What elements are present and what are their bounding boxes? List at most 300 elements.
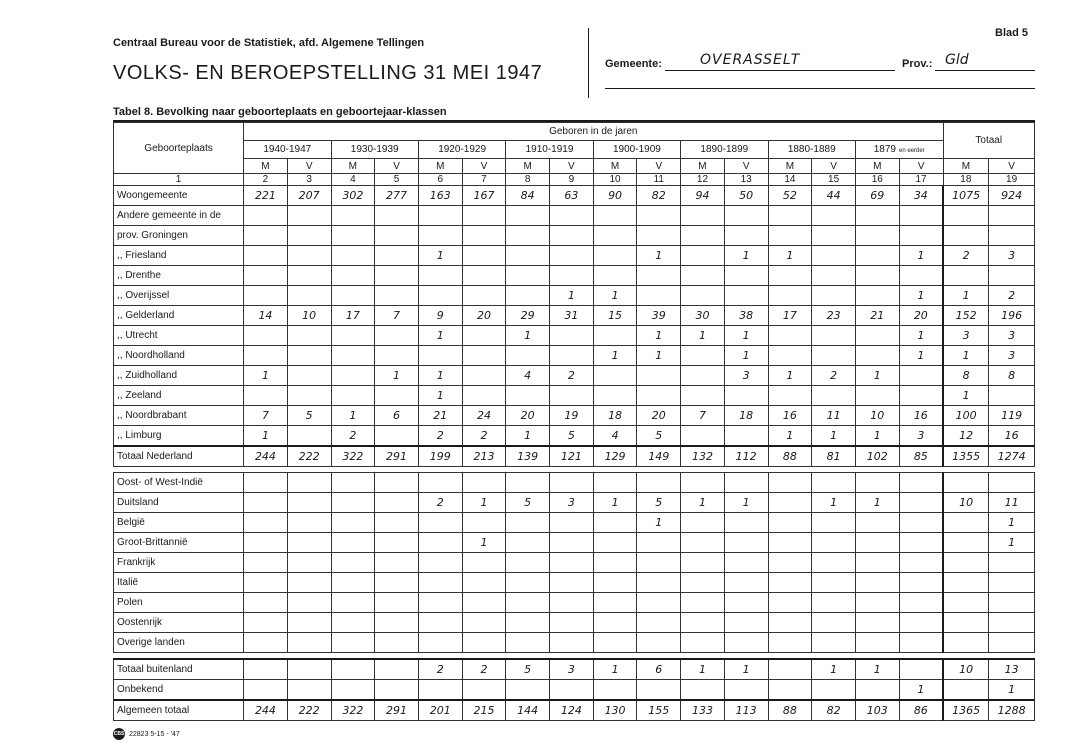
count-cell <box>855 386 899 406</box>
count-cell: 1 <box>681 493 725 513</box>
count-cell: 1 <box>637 346 681 366</box>
count-cell: 1 <box>812 493 856 513</box>
column-number: 13 <box>724 174 768 186</box>
count-cell <box>287 426 331 447</box>
count-cell: 5 <box>637 426 681 447</box>
count-cell: 139 <box>506 446 550 467</box>
column-number: 18 <box>943 174 989 186</box>
count-cell: 167 <box>462 186 506 206</box>
count-cell <box>462 246 506 266</box>
count-cell: 34 <box>899 186 943 206</box>
count-cell <box>812 473 856 493</box>
count-cell <box>331 386 375 406</box>
count-cell <box>724 386 768 406</box>
table-row <box>114 186 1035 206</box>
table-row <box>114 366 1035 386</box>
table-row <box>114 386 1035 406</box>
count-cell: 132 <box>681 446 725 467</box>
count-cell <box>550 680 594 701</box>
period-earlier-label: en eerder <box>899 148 925 155</box>
table-row <box>114 246 1035 266</box>
count-cell: 2 <box>462 426 506 447</box>
count-cell: 21 <box>418 406 462 426</box>
prov-label: Prov.: <box>902 58 933 70</box>
count-cell <box>855 613 899 633</box>
count-cell <box>462 553 506 573</box>
count-cell: 1 <box>899 346 943 366</box>
count-cell <box>989 613 1035 633</box>
column-number: 16 <box>855 174 899 186</box>
count-cell <box>724 613 768 633</box>
count-cell <box>768 513 812 533</box>
count-cell: 1 <box>593 659 637 680</box>
count-cell: 112 <box>724 446 768 467</box>
count-cell: 3 <box>989 346 1035 366</box>
count-cell <box>593 366 637 386</box>
count-cell <box>462 593 506 613</box>
count-cell: 14 <box>244 306 288 326</box>
count-cell <box>287 659 331 680</box>
count-cell <box>375 426 419 447</box>
count-cell: 86 <box>899 700 943 721</box>
count-cell: 5 <box>506 659 550 680</box>
count-cell: 7 <box>375 306 419 326</box>
count-cell <box>812 573 856 593</box>
count-cell: 8 <box>943 366 989 386</box>
count-cell: 322 <box>331 446 375 467</box>
count-cell <box>331 613 375 633</box>
count-cell <box>724 633 768 653</box>
count-cell <box>375 633 419 653</box>
row-label: Duitsland <box>114 493 244 513</box>
count-cell <box>593 553 637 573</box>
count-cell <box>462 326 506 346</box>
count-cell: 1 <box>768 426 812 447</box>
count-cell: 10 <box>943 493 989 513</box>
count-cell: 10 <box>287 306 331 326</box>
female-header: V <box>899 159 943 174</box>
count-cell <box>812 533 856 553</box>
count-cell <box>899 386 943 406</box>
count-cell <box>506 680 550 701</box>
count-cell <box>899 226 943 246</box>
total-header: Totaal <box>943 123 1035 159</box>
count-cell <box>375 346 419 366</box>
count-cell <box>331 246 375 266</box>
count-cell <box>724 593 768 613</box>
count-cell <box>724 266 768 286</box>
count-cell <box>989 266 1035 286</box>
count-cell <box>375 206 419 226</box>
count-cell: 1 <box>331 406 375 426</box>
count-cell <box>768 533 812 553</box>
period-header: 1880-1889 <box>768 140 855 159</box>
count-cell <box>637 573 681 593</box>
count-cell <box>244 633 288 653</box>
table-row <box>114 513 1035 533</box>
count-cell <box>855 533 899 553</box>
count-cell: 1 <box>943 346 989 366</box>
count-cell <box>287 366 331 386</box>
count-cell <box>331 633 375 653</box>
count-cell <box>681 286 725 306</box>
count-cell <box>244 386 288 406</box>
count-cell <box>593 573 637 593</box>
table-row <box>114 226 1035 246</box>
count-cell <box>681 426 725 447</box>
count-cell <box>724 426 768 447</box>
row-label: Italië <box>114 573 244 593</box>
count-cell <box>375 659 419 680</box>
count-cell <box>244 326 288 346</box>
count-cell: 6 <box>375 406 419 426</box>
count-cell <box>244 346 288 366</box>
count-cell <box>287 386 331 406</box>
bureau-name: Centraal Bureau voor de Statistiek, afd. Algemene Tellingen <box>113 37 425 49</box>
count-cell: 3 <box>989 246 1035 266</box>
count-cell: 102 <box>855 446 899 467</box>
gemeente-value: OVERASSELT <box>700 52 801 68</box>
total-netherlands-row <box>114 446 1035 467</box>
row-label: ,, Utrecht <box>114 326 244 346</box>
row-label: ,, Overijssel <box>114 286 244 306</box>
count-cell: 31 <box>550 306 594 326</box>
count-cell: 3 <box>550 493 594 513</box>
count-cell: 2 <box>418 493 462 513</box>
count-cell: 1274 <box>989 446 1035 467</box>
count-cell <box>287 346 331 366</box>
row-label: ,, Zuidholland <box>114 366 244 386</box>
count-cell: 30 <box>681 306 725 326</box>
row-label: ,, Zeeland <box>114 386 244 406</box>
count-cell <box>943 593 989 613</box>
form-footer <box>113 728 180 740</box>
count-cell <box>681 473 725 493</box>
count-cell: 1 <box>899 326 943 346</box>
count-cell <box>550 326 594 346</box>
count-cell <box>331 346 375 366</box>
count-cell <box>724 286 768 306</box>
period-header: 1930-1939 <box>331 140 418 159</box>
count-cell <box>812 326 856 346</box>
count-cell: 1 <box>418 366 462 386</box>
prov-value: Gld <box>945 52 969 68</box>
row-label: prov. Groningen <box>114 226 244 246</box>
count-cell: 1 <box>506 426 550 447</box>
row-label: België <box>114 513 244 533</box>
count-cell <box>812 613 856 633</box>
count-cell: 1 <box>462 493 506 513</box>
count-cell <box>724 206 768 226</box>
count-cell <box>331 659 375 680</box>
count-cell: 1 <box>681 659 725 680</box>
table-row <box>114 613 1035 633</box>
count-cell <box>681 633 725 653</box>
count-cell <box>681 346 725 366</box>
count-cell <box>462 680 506 701</box>
column-number: 19 <box>989 174 1035 186</box>
count-cell: 5 <box>287 406 331 426</box>
count-cell <box>724 680 768 701</box>
count-cell: 2 <box>550 366 594 386</box>
column-number: 1 <box>114 174 244 186</box>
count-cell: 213 <box>462 446 506 467</box>
male-header: M <box>855 159 899 174</box>
count-cell: 196 <box>989 306 1035 326</box>
count-cell: 1 <box>593 286 637 306</box>
table-row <box>114 346 1035 366</box>
count-cell <box>812 346 856 366</box>
count-cell <box>244 533 288 553</box>
row-label: Totaal Nederland <box>114 446 244 467</box>
column-number: 7 <box>462 174 506 186</box>
count-cell: 222 <box>287 446 331 467</box>
table-row <box>114 206 1035 226</box>
count-cell <box>550 246 594 266</box>
count-cell <box>244 246 288 266</box>
count-cell: 69 <box>855 186 899 206</box>
count-cell: 23 <box>812 306 856 326</box>
count-cell: 1 <box>593 346 637 366</box>
count-cell: 1 <box>768 366 812 386</box>
count-cell <box>550 633 594 653</box>
count-cell: 44 <box>812 186 856 206</box>
count-cell <box>244 573 288 593</box>
count-cell <box>462 513 506 533</box>
count-cell <box>462 573 506 593</box>
count-cell: 1 <box>989 513 1035 533</box>
count-cell <box>550 473 594 493</box>
count-cell <box>637 553 681 573</box>
count-cell <box>375 593 419 613</box>
count-cell <box>724 226 768 246</box>
count-cell <box>768 680 812 701</box>
count-cell <box>418 286 462 306</box>
count-cell <box>637 473 681 493</box>
count-cell: 152 <box>943 306 989 326</box>
count-cell <box>287 246 331 266</box>
count-cell <box>812 266 856 286</box>
count-cell: 1 <box>418 386 462 406</box>
grand-total-row <box>114 700 1035 721</box>
count-cell <box>462 613 506 633</box>
count-cell <box>375 553 419 573</box>
count-cell <box>418 633 462 653</box>
count-cell <box>812 593 856 613</box>
count-cell <box>989 573 1035 593</box>
count-cell: 19 <box>550 406 594 426</box>
count-cell: 215 <box>462 700 506 721</box>
count-cell <box>855 513 899 533</box>
period-header: 1900-1909 <box>593 140 680 159</box>
count-cell <box>768 226 812 246</box>
count-cell <box>506 266 550 286</box>
row-label: Overige landen <box>114 633 244 653</box>
count-cell <box>331 513 375 533</box>
count-cell: 5 <box>550 426 594 447</box>
row-label: Totaal buitenland <box>114 659 244 680</box>
count-cell <box>593 633 637 653</box>
count-cell <box>637 286 681 306</box>
count-cell: 1 <box>244 366 288 386</box>
count-cell <box>331 266 375 286</box>
period-header: 1940-1947 <box>244 140 331 159</box>
count-cell <box>593 593 637 613</box>
count-cell: 88 <box>768 700 812 721</box>
count-cell <box>899 266 943 286</box>
count-cell <box>506 286 550 306</box>
count-cell <box>855 593 899 613</box>
count-cell: 39 <box>637 306 681 326</box>
row-label: ,, Friesland <box>114 246 244 266</box>
count-cell <box>943 633 989 653</box>
count-cell: 1 <box>637 326 681 346</box>
count-cell <box>768 266 812 286</box>
count-cell: 1288 <box>989 700 1035 721</box>
count-cell <box>287 266 331 286</box>
count-cell: 84 <box>506 186 550 206</box>
count-cell: 1 <box>724 493 768 513</box>
count-cell <box>768 286 812 306</box>
count-cell <box>550 266 594 286</box>
row-label: ,, Drenthe <box>114 266 244 286</box>
table-row <box>114 473 1035 493</box>
count-cell: 85 <box>899 446 943 467</box>
count-cell: 1 <box>768 246 812 266</box>
count-cell: 1 <box>989 680 1035 701</box>
column-number: 8 <box>506 174 550 186</box>
table-row <box>114 286 1035 306</box>
count-cell <box>462 206 506 226</box>
column-number: 17 <box>899 174 943 186</box>
count-cell <box>375 266 419 286</box>
count-cell <box>506 206 550 226</box>
count-cell <box>593 473 637 493</box>
table-row <box>114 633 1035 653</box>
count-cell <box>331 206 375 226</box>
count-cell <box>375 613 419 633</box>
count-cell: 155 <box>637 700 681 721</box>
count-cell: 1 <box>462 533 506 553</box>
count-cell: 124 <box>550 700 594 721</box>
count-cell <box>375 533 419 553</box>
count-cell <box>550 533 594 553</box>
count-cell: 50 <box>724 186 768 206</box>
count-cell <box>989 386 1035 406</box>
table-row <box>114 573 1035 593</box>
count-cell: 100 <box>943 406 989 426</box>
count-cell: 17 <box>331 306 375 326</box>
count-cell <box>593 513 637 533</box>
count-cell <box>550 386 594 406</box>
count-cell: 4 <box>506 366 550 386</box>
count-cell <box>593 226 637 246</box>
count-cell: 2 <box>418 426 462 447</box>
count-cell <box>331 366 375 386</box>
count-cell <box>462 633 506 653</box>
count-cell <box>681 266 725 286</box>
count-cell: 2 <box>943 246 989 266</box>
count-cell: 90 <box>593 186 637 206</box>
row-label: ,, Noordholland <box>114 346 244 366</box>
count-cell <box>418 226 462 246</box>
count-cell <box>593 680 637 701</box>
count-cell <box>287 553 331 573</box>
count-cell <box>244 473 288 493</box>
count-cell: 20 <box>462 306 506 326</box>
count-cell: 1 <box>593 493 637 513</box>
count-cell: 1 <box>724 659 768 680</box>
unknown-row <box>114 680 1035 701</box>
count-cell <box>375 226 419 246</box>
count-cell <box>812 206 856 226</box>
count-cell: 10 <box>943 659 989 680</box>
count-cell: 11 <box>989 493 1035 513</box>
count-cell: 2 <box>331 426 375 447</box>
count-cell: 17 <box>768 306 812 326</box>
count-cell: 1 <box>418 326 462 346</box>
count-cell <box>331 473 375 493</box>
count-cell <box>244 553 288 573</box>
count-cell <box>506 633 550 653</box>
count-cell <box>681 680 725 701</box>
count-cell: 82 <box>812 700 856 721</box>
gemeente-label: Gemeente: <box>605 58 662 70</box>
count-cell: 1 <box>724 326 768 346</box>
count-cell <box>812 246 856 266</box>
count-cell: 16 <box>899 406 943 426</box>
count-cell <box>768 593 812 613</box>
count-cell <box>287 633 331 653</box>
row-label: Onbekend <box>114 680 244 701</box>
count-cell <box>462 226 506 246</box>
count-cell: 130 <box>593 700 637 721</box>
count-cell <box>855 573 899 593</box>
count-cell: 7 <box>681 406 725 426</box>
count-cell <box>244 226 288 246</box>
row-label: Groot-Brittannië <box>114 533 244 553</box>
count-cell <box>550 346 594 366</box>
count-cell: 18 <box>593 406 637 426</box>
count-cell <box>375 246 419 266</box>
count-cell <box>989 473 1035 493</box>
count-cell <box>681 573 725 593</box>
count-cell: 15 <box>593 306 637 326</box>
count-cell: 20 <box>899 306 943 326</box>
count-cell <box>462 266 506 286</box>
column-number: 6 <box>418 174 462 186</box>
count-cell <box>331 680 375 701</box>
count-cell <box>724 553 768 573</box>
count-cell <box>989 553 1035 573</box>
count-cell: 3 <box>724 366 768 386</box>
table-row <box>114 493 1035 513</box>
count-cell: 12 <box>943 426 989 447</box>
count-cell <box>462 366 506 386</box>
count-cell <box>331 326 375 346</box>
count-cell: 129 <box>593 446 637 467</box>
form-code: 22823 5-15 - '47 <box>129 730 180 738</box>
count-cell: 63 <box>550 186 594 206</box>
table-row <box>114 326 1035 346</box>
count-cell <box>812 386 856 406</box>
count-cell <box>506 473 550 493</box>
period-label: 1879 <box>873 144 896 156</box>
count-cell <box>899 366 943 386</box>
count-cell: 199 <box>418 446 462 467</box>
female-header: V <box>550 159 594 174</box>
count-cell <box>506 386 550 406</box>
